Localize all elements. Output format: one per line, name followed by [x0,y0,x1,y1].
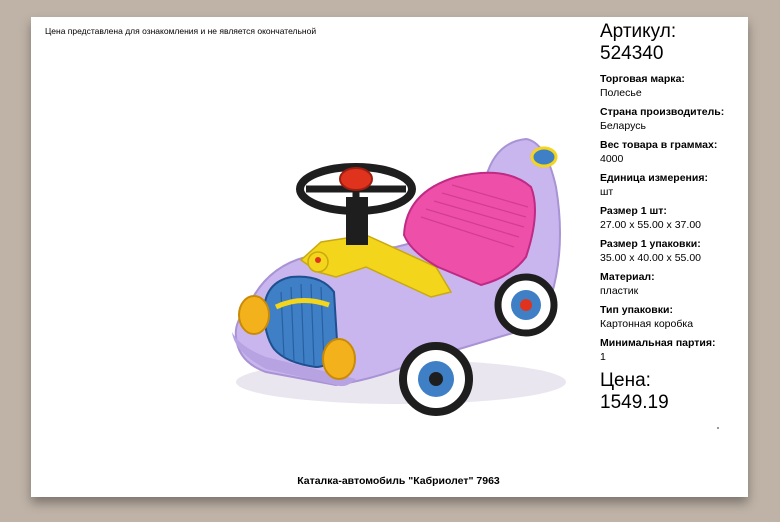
price-block [600,370,745,414]
price-label: Цена: [600,370,651,391]
spec-label: Вес товара в граммах: [600,139,718,151]
price-value: 1549.19 [600,392,669,413]
spec-value: пластик [600,285,639,297]
spec-label: Единица измерения: [600,172,708,184]
spec-country [600,106,745,133]
spec-label: Материал: [600,271,655,283]
spec-label: Торговая марка: [600,73,685,85]
spec-package-size [600,238,745,265]
spec-value: 4000 [600,153,624,165]
product-name: Каталка-автомобиль "Кабриолет" 7963 [297,475,500,487]
product-image [226,117,571,427]
spec-value: шт [600,186,614,198]
spec-value: Картонная коробка [600,318,694,330]
spec-label: Размер 1 упаковки: [600,238,701,250]
spec-label: Размер 1 шт: [600,205,667,217]
price-notice: Цена представлена для ознакомления и не является окончательной [45,26,317,36]
spec-item-size [600,205,745,232]
spec-label: Страна производитель: [600,106,725,118]
spec-value: 35.00 x 40.00 x 55.00 [600,252,701,264]
spec-value: 27.00 x 55.00 x 37.00 [600,219,701,231]
spec-brand [600,73,745,100]
spec-label: Минимальная партия: [600,337,716,349]
product-info-panel [600,21,745,414]
spec-label: Тип упаковки: [600,304,673,316]
spec-weight [600,139,745,166]
spec-unit [600,172,745,199]
spec-value: Беларусь [600,120,646,132]
catalog-sheet [31,17,748,497]
spec-value: 1 [600,351,606,363]
article-label: Артикул: [600,21,677,42]
spec-min-batch [600,337,745,364]
spec-package-type [600,304,745,331]
article-value: 524340 [600,43,664,64]
spec-material [600,271,745,298]
decorative-dot [717,427,719,429]
spec-value: Полесье [600,87,642,99]
article-block [600,21,745,65]
